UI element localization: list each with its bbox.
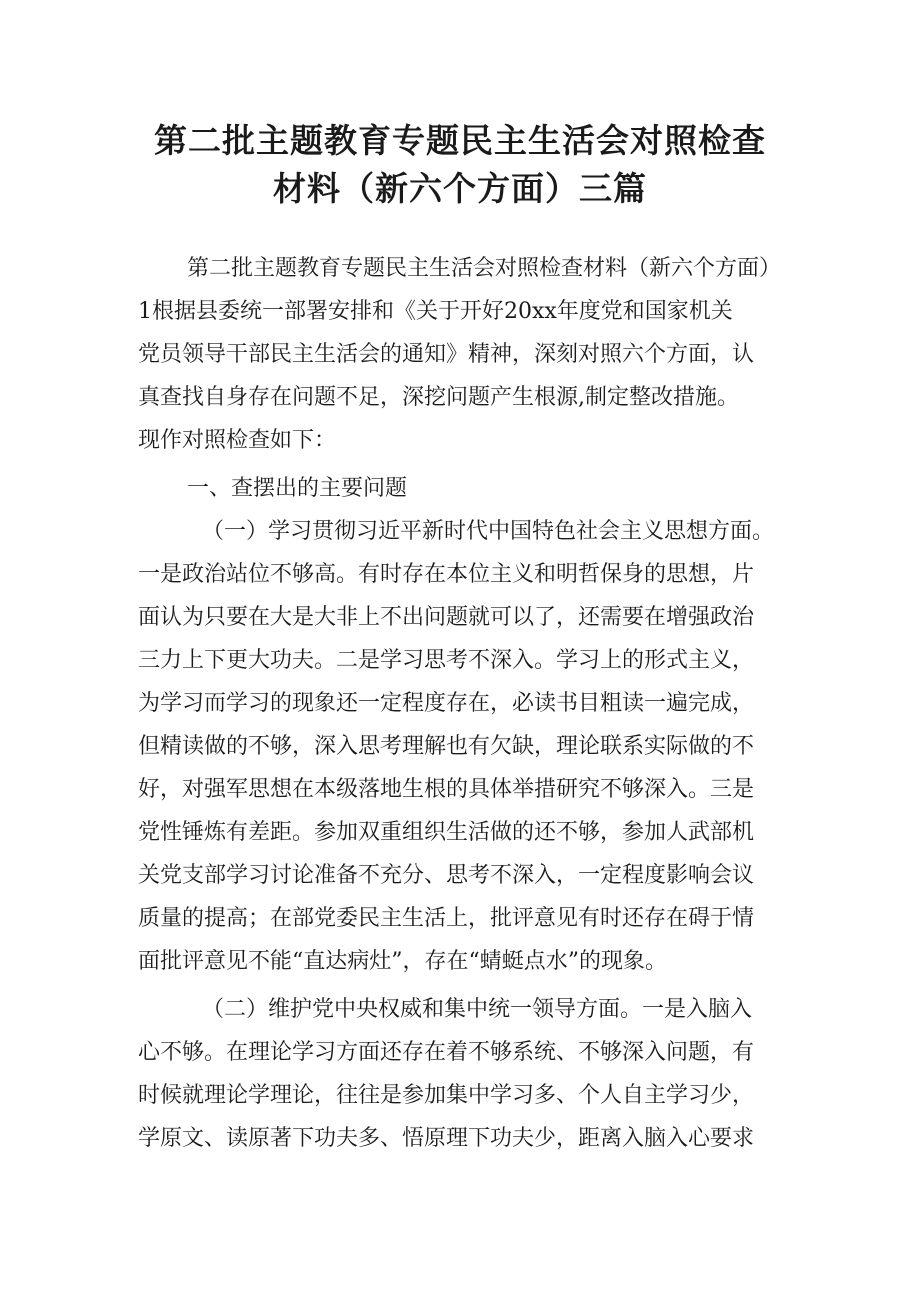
body-line: 好，对强军思想在本级落地生根的具体举措研究不够深入。三是 [138, 777, 755, 802]
body-line: 关党支部学习讨论准备不充分、思考不深入，一定程度影响会议 [138, 863, 755, 888]
body-line: 三力上下更大功夫。二是学习思考不深入。学习上的形式主义， [138, 648, 755, 673]
body-line: 为学习而学习的现象还一定程度存在，必读书目粗读一遍完成， [138, 691, 755, 716]
body-line: 学原文、读原著下功夫多、悟原理下功夫少，距离入脑入心要求 [138, 1126, 755, 1151]
body-line: 面批评意见不能“直达病灶”，存在“蜻蜓点水”的现象。 [138, 949, 667, 974]
document-title-line-1: 第二批主题教育专题民主生活会对照检查 [154, 121, 766, 160]
body-line: 真查找自身存在问题不足，深挖问题产生根源,制定整改措施。 [138, 385, 739, 410]
body-line: 但精读做的不够，深入思考理解也有欠缺，理论联系实际做的不 [138, 734, 755, 759]
subsection-heading: （一）学习贯彻习近平新时代中国特色社会主义思想方面。 [202, 519, 775, 544]
body-line: 一是政治站位不够高。有时存在本位主义和明哲保身的思想，片 [138, 562, 755, 587]
body-line: 1根据县委统一部署安排和《关于开好20xx年度党和国家机关 [138, 299, 733, 324]
body-line: 质量的提高；在部党委民主生活上，批评意见有时还存在碍于情 [138, 906, 755, 931]
document-title-line-2: 材料（新六个方面）三篇 [273, 169, 647, 208]
body-line: 时候就理论学理论，往往是参加集中学习多、个人自主学习少， [138, 1083, 755, 1108]
body-line: 党性锤炼有差距。参加双重组织生活做的还不够，参加人武部机 [138, 820, 755, 845]
body-line: 面认为只要在大是大非上不出问题就可以了，还需要在增强政治 [138, 605, 755, 630]
body-line: 第二批主题教育专题民主生活会对照检查材料（新六个方面） [187, 256, 782, 281]
section-heading: 一、查摆出的主要问题 [187, 476, 408, 501]
body-line: 党员领导干部民主生活会的通知》精神，深刻对照六个方面，认 [138, 342, 755, 367]
body-line: 现作对照检查如下： [138, 428, 337, 453]
body-line: 心不够。在理论学习方面还存在着不够系统、不够深入问题，有 [138, 1040, 755, 1065]
subsection-heading: （二）维护党中央权威和集中统一领导方面。一是入脑入 [202, 997, 753, 1022]
